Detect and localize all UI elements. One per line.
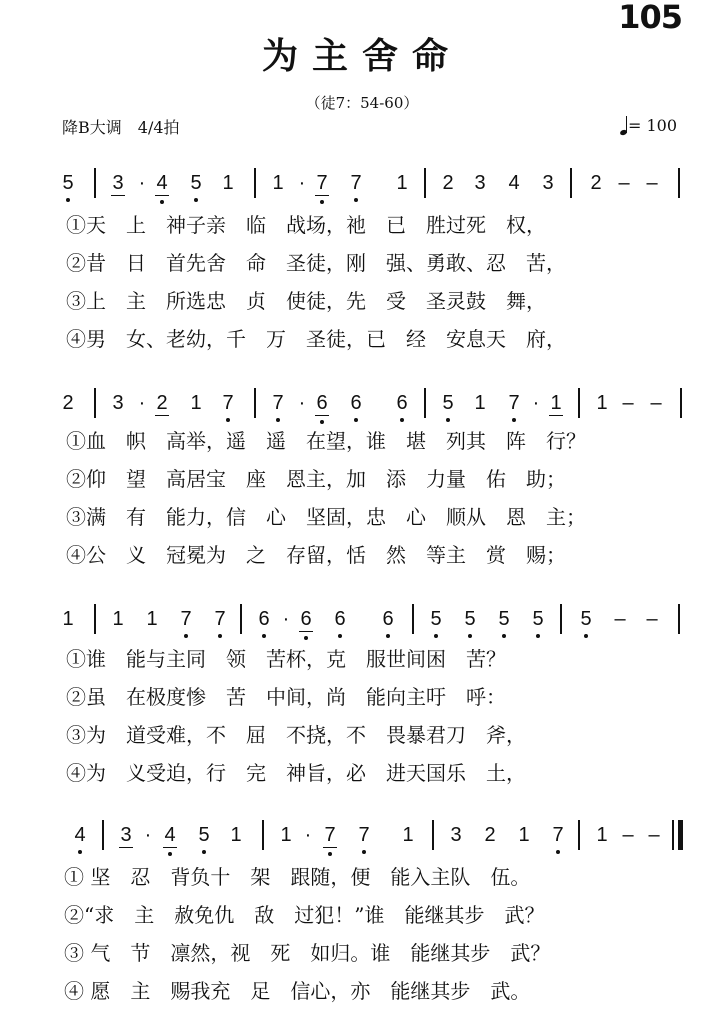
note: 3: [116, 822, 136, 848]
barline: [240, 604, 242, 634]
dot: ·: [138, 392, 146, 414]
note: 2: [590, 172, 602, 194]
dot: ·: [282, 608, 290, 630]
note: 1: [112, 608, 124, 630]
note: 7: [268, 390, 288, 416]
barline: [262, 820, 264, 850]
note: 5: [186, 170, 206, 196]
note: 1: [518, 824, 530, 846]
note: 4: [70, 822, 90, 848]
note: 6: [312, 390, 332, 416]
note: 1: [146, 608, 158, 630]
note: 3: [474, 172, 486, 194]
quarter-note-icon: [620, 115, 628, 135]
lyric-verse-4: ④ 愿 主 赐我充 足 信心，亦 能继其步 武。: [64, 979, 531, 1003]
scripture-reference: （徒7：54-60）: [305, 94, 419, 112]
melody-line: [0, 822, 724, 862]
note: 5: [438, 390, 458, 416]
lyric-verse-3: ③为 道受难，不 屈 不挠，不 畏暴君刀 斧，: [66, 723, 526, 747]
note: 7: [548, 822, 568, 848]
hymn-number: 105: [618, 0, 682, 36]
lyric-verse-4: ④公 义 冠冕为 之 存留，恬 然 等主 赏 赐；: [66, 543, 566, 567]
dot: ·: [532, 392, 540, 414]
note: 7: [346, 170, 366, 196]
note: 1: [230, 824, 242, 846]
lyric-verse-4: ④为 义受迫，行 完 神旨，必 进天国乐 土，: [66, 761, 526, 785]
note: 5: [494, 606, 514, 632]
final-barline: [678, 820, 683, 850]
note: 2: [442, 172, 454, 194]
melody-line: [0, 390, 724, 430]
note: 6: [378, 606, 398, 632]
note: 1: [596, 824, 608, 846]
note: 1: [272, 172, 284, 194]
note: 7: [320, 822, 340, 848]
barline: [570, 168, 572, 198]
note: 7: [210, 606, 230, 632]
note: 6: [254, 606, 274, 632]
lyric-verse-1: ①谁 能与主同 领 苦杯，克 服世间困 苦？: [66, 647, 506, 671]
dash: –: [646, 172, 658, 194]
note: 5: [426, 606, 446, 632]
note: 7: [504, 390, 524, 416]
note: 3: [108, 170, 128, 196]
melody-line: [0, 170, 724, 210]
dash: –: [622, 824, 634, 846]
key-signature: 降B大调 4/4拍: [62, 118, 180, 137]
barline: [94, 604, 96, 634]
lyric-verse-2: ②仰 望 高居宝 座 恩主，加 添 力量 佑 助；: [66, 467, 566, 491]
dash: –: [614, 608, 626, 630]
note: 7: [218, 390, 238, 416]
dot: ·: [138, 172, 146, 194]
note: 5: [528, 606, 548, 632]
lyric-verse-1: ① 坚 忍 背负十 架 跟随，便 能入主队 伍。: [64, 865, 531, 889]
lyric-verse-2: ②“求 主 赦免仇 敌 过犯！”谁 能继其步 武？: [64, 903, 545, 927]
melody-line: [0, 606, 724, 646]
note: 1: [222, 172, 234, 194]
lyric-verse-1: ①血 帜 高举，遥 遥 在望，谁 堪 列其 阵 行？: [66, 429, 586, 453]
barline: [254, 388, 256, 418]
dash: –: [650, 392, 662, 414]
note: 5: [460, 606, 480, 632]
lyric-verse-2: ②昔 日 首先舍 命 圣徒，刚 强、勇敢、忍 苦，: [66, 251, 566, 275]
note: 1: [596, 392, 608, 414]
note: 7: [354, 822, 374, 848]
lyric-verse-3: ③上 主 所选忠 贞 使徒，先 受 圣灵鼓 舞，: [66, 289, 546, 313]
note: 5: [576, 606, 596, 632]
lyric-verse-4: ④男 女、老幼，千 万 圣徒，已 经 安息天 府，: [66, 327, 566, 351]
dash: –: [648, 824, 660, 846]
note: 6: [330, 606, 350, 632]
barline: [678, 168, 680, 198]
barline: [412, 604, 414, 634]
note: 4: [152, 170, 172, 196]
note: 4: [160, 822, 180, 848]
dash: –: [622, 392, 634, 414]
barline: [424, 388, 426, 418]
barline: [432, 820, 434, 850]
note: 1: [474, 392, 486, 414]
barline: [680, 388, 682, 418]
note: 6: [392, 390, 412, 416]
note: 2: [152, 390, 172, 416]
dash: –: [646, 608, 658, 630]
note: 1: [280, 824, 292, 846]
note: 1: [396, 172, 408, 194]
barline: [424, 168, 426, 198]
note: 3: [112, 392, 124, 414]
dash: –: [618, 172, 630, 194]
dot: ·: [298, 392, 306, 414]
note: 2: [62, 392, 74, 414]
dot: ·: [304, 824, 312, 846]
note: 3: [542, 172, 554, 194]
tempo-value: = 100: [628, 116, 678, 135]
hymn-title: 为主舍命: [261, 35, 462, 77]
barline: [672, 820, 674, 850]
lyric-verse-1: ①天 上 神子亲 临 战场，祂 已 胜过死 权，: [66, 213, 546, 237]
note: 5: [58, 170, 78, 196]
barline: [678, 604, 680, 634]
note: 1: [62, 608, 74, 630]
barline: [560, 604, 562, 634]
lyric-verse-3: ③满 有 能力，信 心 坚固，忠 心 顺从 恩 主；: [66, 505, 586, 529]
lyric-verse-3: ③ 气 节 凛然，视 死 如归。谁 能继其步 武？: [64, 941, 551, 965]
barline: [578, 388, 580, 418]
barline: [578, 820, 580, 850]
tempo-marking: [620, 115, 677, 135]
barline: [94, 388, 96, 418]
note: 6: [346, 390, 366, 416]
note: 1: [402, 824, 414, 846]
dot: ·: [298, 172, 306, 194]
note: 6: [296, 606, 316, 632]
dot: ·: [144, 824, 152, 846]
note: 1: [546, 390, 566, 416]
note: 7: [176, 606, 196, 632]
note: 7: [312, 170, 332, 196]
note: 2: [484, 824, 496, 846]
lyric-verse-2: ②虽 在极度惨 苦 中间，尚 能向主吁 呼：: [66, 685, 506, 709]
note: 4: [508, 172, 520, 194]
barline: [102, 820, 104, 850]
barline: [254, 168, 256, 198]
note: 1: [190, 392, 202, 414]
note: 5: [194, 822, 214, 848]
barline: [94, 168, 96, 198]
note: 3: [450, 824, 462, 846]
